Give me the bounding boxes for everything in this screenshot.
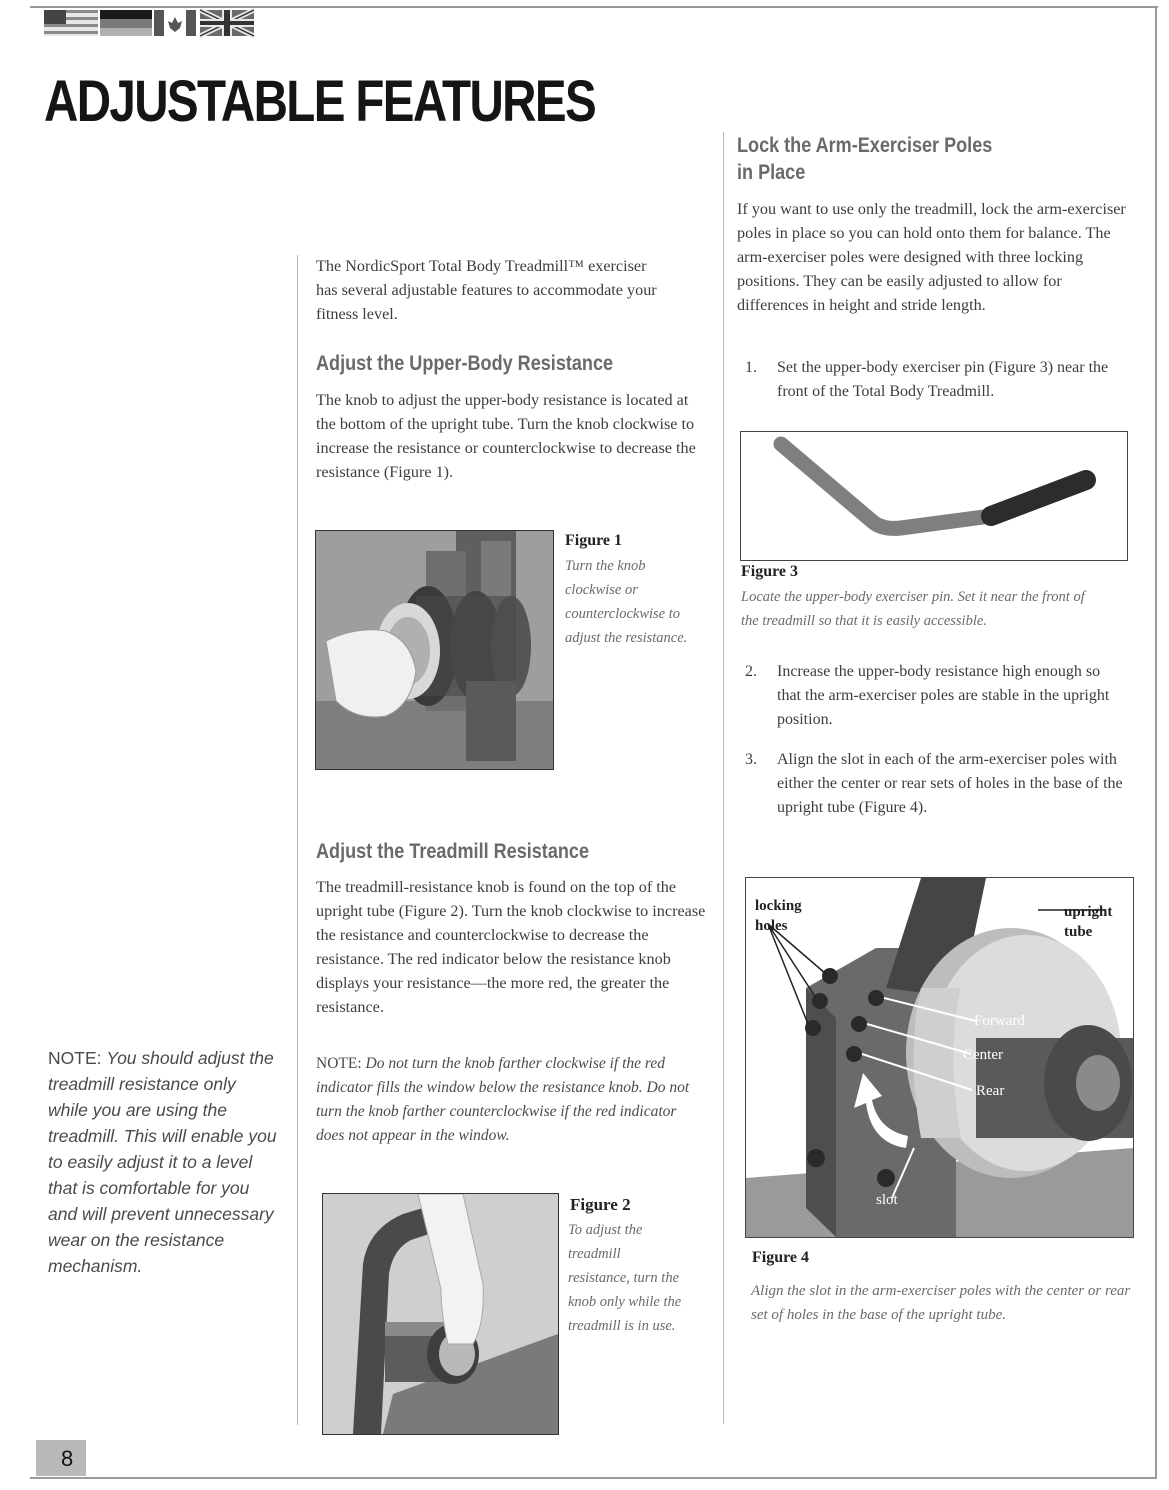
treadmill-note-label: NOTE: [316,1055,362,1072]
us-flag-icon [44,10,98,36]
figure-2-title: Figure 2 [570,1195,631,1214]
figure-4-label-forward: Forward [974,1013,1025,1029]
figure-4-label-rear: Rear [976,1083,1005,1099]
step-2-text: Increase the upper-body resistance high enough so that the arm-exerciser poles are stable in the upright position. [777,663,1110,728]
figure-4-caption: Align the slot in the arm-exerciser poles with the center or rear set of holes in the base of the upright tube. [751,1283,1131,1323]
side-note-text: You should adjust the treadmill resistance only while you are using the treadmill. This will enable you to easily adjust it to a level that is comfortable for you and will prevent unnecessary wear on the resistance mechanism. [48,1048,277,1276]
lock-poles-heading-line1: Lock the Arm-Exerciser Poles [737,134,993,157]
step-3 [745,748,1125,820]
page-border-bottom [30,1477,1157,1479]
figure-2-caption: To adjust the treadmill resistance, turn the knob only while the treadmill is in use. [568,1222,682,1334]
figure-4-label-upright-tube: upright tube [1064,904,1113,940]
figure-4-box [745,877,1134,1238]
lock-poles-paragraph: If you want to use only the treadmill, lock the arm-exerciser poles in place so you can hold onto them for balance. The arm-exerciser poles were designed with three locking positions. They can be easily adjusted to allow for differences in height and stride length. [737,200,1126,314]
column-rule-right [723,132,724,1424]
page-number-tab [36,1440,86,1476]
treadmill-note [316,1052,696,1148]
figure-1-caption: Turn the knob clockwise or counterclockwise to adjust the resistance. [565,558,688,646]
step-3-text: Align the slot in each of the arm-exerciser poles with either the center or rear sets of holes in the base of the upright tube (Figure 4). [777,751,1123,816]
step-3-number: 3. [745,751,757,768]
side-note [48,1045,280,1279]
figure-3-caption: Locate the upper-body exerciser pin. Set it near the front of the treadmill so that it is easily accessible. [741,589,1085,629]
figure-4-label-slot: slot [876,1192,898,1208]
upper-body-paragraph: The knob to adjust the upper-body resistance is located at the bottom of the upright tube. Turn the knob clockwise to increase the resistance or counterclockwise to decrease the resistance (Figure 1). [316,391,696,481]
page-border-right [1155,6,1157,1478]
intro-paragraph: The NordicSport Total Body Treadmill™ exerciser has several adjustable features to accommodate your fitness level. [316,257,657,323]
treadmill-heading: Adjust the Treadmill Resistance [316,840,589,863]
step-2-number: 2. [745,663,757,680]
treadmill-paragraph: The treadmill-resistance knob is found on the top of the upright tube (Figure 2). Turn the knob clockwise to increase the resistance and counterclockwise to decrease the resistance. The red indicator below the resistance knob displays your resistance—the more red, the greater the resistance. [316,878,706,1016]
canada-flag-icon [154,10,196,36]
page-number: 8 [61,1446,74,1471]
step-1-number: 1. [745,359,757,376]
resistance-knob-illustration [316,531,553,769]
treadmill-knob-illustration [323,1194,558,1434]
figure-2-photo [322,1193,559,1435]
figure-4-label-center: Center [963,1047,1003,1063]
lock-poles-heading [737,132,1098,186]
step-1-text: Set the upper-body exerciser pin (Figure 3) near the front of the Total Body Treadmill. [777,359,1109,400]
language-flags [44,8,254,38]
exerciser-pin-illustration [741,432,1127,560]
figure-4-label-locking-holes: locking holes [755,898,802,934]
treadmill-note-text: Do not turn the knob farther clockwise if the red indicator fills the window below the resistance knob. Do not turn the knob farther counterclockwise if the red indicator does not appear in the window. [316,1055,690,1144]
step-1 [745,356,1125,404]
column-rule-middle [297,255,298,1425]
upper-body-heading: Adjust the Upper-Body Resistance [316,352,614,375]
figure-3-box [740,431,1128,561]
germany-flag-icon [100,10,152,36]
lock-poles-heading-line2: in Place [737,161,806,184]
page-title: ADJUSTABLE FEATURES [44,69,596,134]
figure-4-title: Figure 4 [752,1249,810,1266]
figure-3-title: Figure 3 [741,563,799,580]
figure-1-title: Figure 1 [565,532,623,549]
side-note-label: NOTE: [48,1048,102,1068]
step-2 [745,660,1125,732]
uk-flag-icon [200,10,254,36]
figure-1-photo [315,530,554,770]
